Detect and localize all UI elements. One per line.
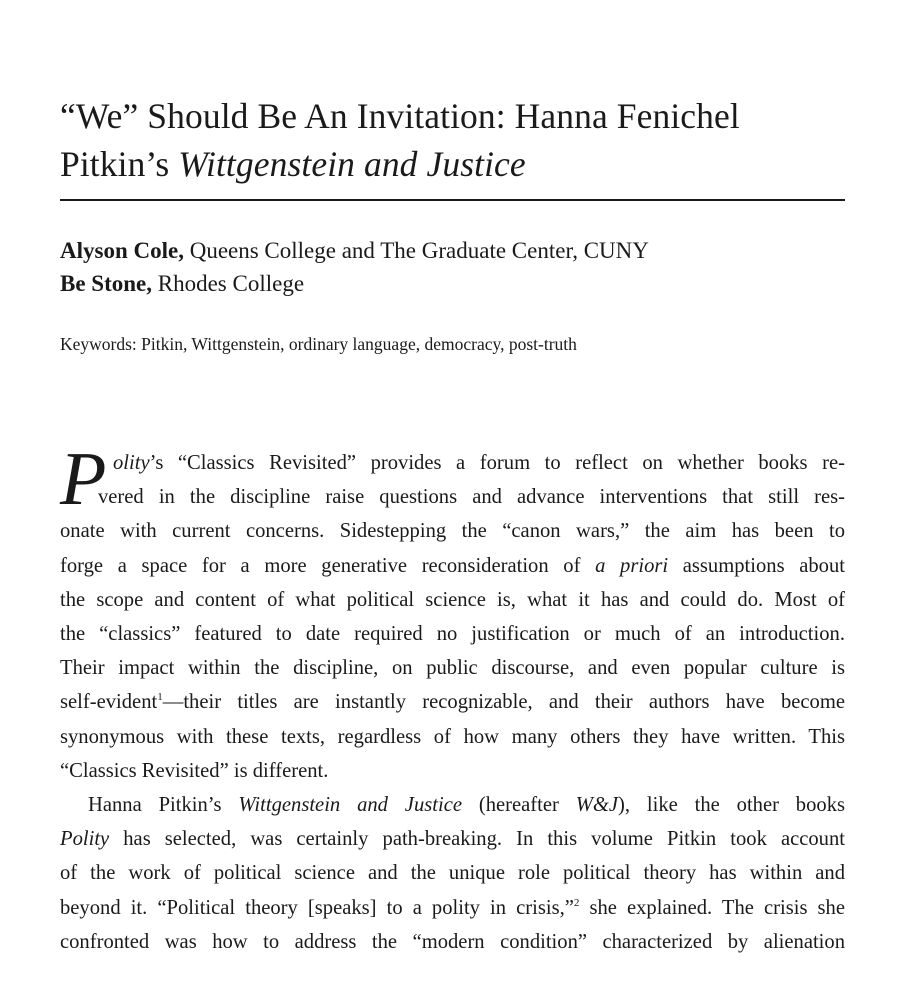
text-line (60, 891, 845, 925)
paragraph-1 (60, 446, 845, 788)
author-line (60, 234, 649, 267)
text-span: forge a space for a more generative reconsideration of (60, 554, 596, 577)
text-line (60, 788, 845, 822)
book-title: Wittgenstein and Justice (238, 794, 462, 817)
text-span: ), like the other books (618, 794, 846, 817)
text-span: beyond it. “Political theory [speaks] to a polity in crisis,” (60, 896, 574, 919)
title-divider (60, 199, 845, 201)
paragraph-2 (60, 788, 845, 959)
author-affiliation: Queens College and The Graduate Center, CUNY (183, 238, 649, 263)
drop-cap: P (60, 437, 107, 521)
text-span: ’s “Classics Revisited” provides a forum to reflect on whether books re- (149, 452, 845, 474)
text-line (60, 822, 845, 856)
text-line: the “classics” featured to date required no justification or much of an introduction. (60, 623, 845, 646)
text-line (60, 685, 845, 719)
article-title (60, 92, 850, 188)
journal-name: Polity (60, 828, 110, 851)
italic-term: a priori (595, 554, 669, 577)
book-abbrev: W&J (575, 794, 619, 817)
author-name: Be Stone, (60, 271, 152, 296)
text-line: the scope and content of what political science is, what it has and could do. Most of (60, 588, 845, 611)
text-span: —their titles are instantly recognizable, and their authors have become (162, 691, 845, 714)
text-span: self-evident (60, 691, 158, 714)
footnote-marker[interactable]: 2 (573, 896, 580, 909)
text-span: assumptions about (668, 554, 845, 577)
text-span: she explained. The crisis she (579, 896, 845, 919)
footnote-marker[interactable]: 1 (157, 691, 163, 704)
text-line (60, 446, 845, 480)
text-span: Hanna Pitkin’s (88, 794, 239, 817)
author-name: Alyson Cole, (60, 238, 184, 263)
text-line: Their impact within the discipline, on public discourse, and even popular culture is (60, 657, 845, 680)
text-line: onate with current concerns. Sidestepping the “canon wars,” the aim has been to (60, 520, 845, 543)
text-span: (hereafter (462, 794, 576, 817)
text-line: vered in the discipline raise questions and advance interventions that still res- (98, 486, 845, 509)
article-body (60, 446, 845, 959)
text-line (60, 549, 845, 583)
keywords: Keywords: Pitkin, Wittgenstein, ordinary language, democracy, post-truth (60, 334, 577, 354)
text-line: “Classics Revisited” is different. (60, 759, 329, 782)
title-line-1: “We” Should Be An Invitation: Hanna Fenichel (60, 96, 740, 136)
author-block (60, 234, 649, 300)
title-book-name: Wittgenstein and Justice (178, 144, 526, 184)
text-line: synonymous with these texts, regardless of how many others they have written. This (60, 725, 845, 748)
author-affiliation: Rhodes College (152, 271, 305, 296)
text-line: confronted was how to address the “modern condition” characterized by alienation (60, 930, 845, 953)
journal-name: olity (113, 452, 150, 474)
author-line (60, 267, 649, 300)
text-span: has selected, was certainly path-breaking. In this volume Pitkin took account (109, 828, 845, 851)
text-line: of the work of political science and the unique role political theory has within and (60, 862, 845, 885)
title-line-2: Pitkin’s (60, 144, 179, 184)
